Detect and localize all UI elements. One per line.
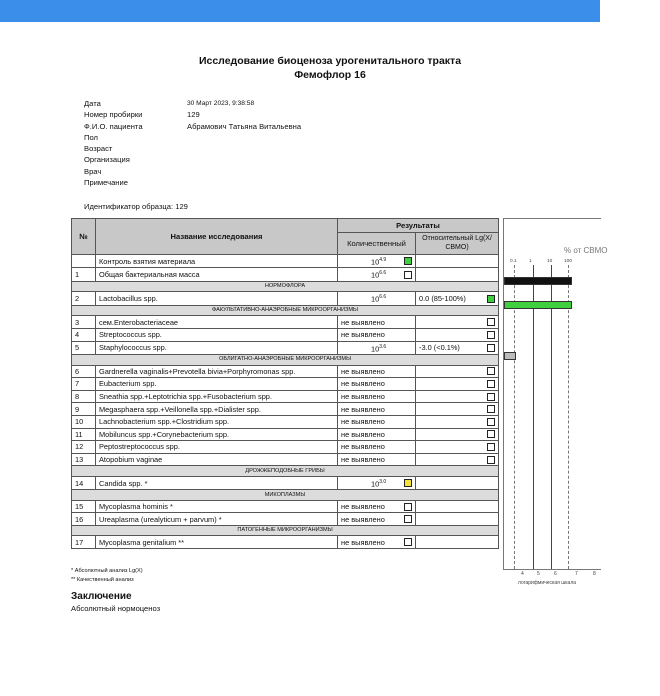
quant-base: 10 bbox=[371, 344, 380, 354]
table-row bbox=[72, 513, 499, 526]
bottom-tick-label: 5 bbox=[537, 571, 540, 577]
row-num: 4 bbox=[72, 329, 96, 342]
grid-line bbox=[551, 265, 552, 569]
meta-value: Абрамович Татьяна Витальевна bbox=[187, 121, 302, 131]
row-num: 11 bbox=[72, 428, 96, 441]
section-title: МИКОПЛАЗМЫ bbox=[72, 490, 499, 501]
footnote-2: ** Качественный анализ bbox=[71, 577, 134, 583]
test-name: Gardnerella vaginalis+Prevotella bivia+Porphyromonas spp. bbox=[96, 365, 338, 378]
table-row bbox=[72, 390, 499, 403]
report-subtitle: Фемофлор 16 bbox=[294, 69, 366, 81]
row-num: 1 bbox=[72, 268, 96, 281]
meta-label: Номер пробирки bbox=[84, 110, 143, 120]
test-name: сем.Enterobacteriaceae bbox=[96, 316, 338, 329]
patient-info bbox=[84, 98, 301, 188]
footnote-1: * Абсолютный анализ Lg(X) bbox=[71, 568, 143, 574]
top-bar bbox=[0, 0, 600, 22]
quant-exponent: 6.6 bbox=[379, 294, 387, 301]
result-checkbox-icon bbox=[487, 380, 495, 388]
section-title: ПАТОГЕННЫЕ МИКРООРГАНИЗМЫ bbox=[72, 525, 499, 536]
test-name: Mycoplasma genitalium ** bbox=[96, 536, 338, 549]
test-name: Staphylococcus spp. bbox=[96, 341, 338, 354]
grid-line bbox=[568, 265, 569, 569]
test-name: Ureaplasma (urealyticum + parvum) * bbox=[96, 513, 338, 526]
col-results-header: Результаты bbox=[338, 219, 499, 233]
test-name: Lachnobacterium spp.+Clostridium spp. bbox=[96, 415, 338, 428]
table-row bbox=[72, 536, 499, 549]
row-num: 6 bbox=[72, 365, 96, 378]
meta-label: Примечание bbox=[84, 178, 128, 188]
test-name: Lactobacillus spp. bbox=[96, 292, 338, 305]
row-num: 7 bbox=[72, 378, 96, 391]
quant-value: не выявлено bbox=[341, 514, 385, 524]
section-title: ДРОЖЖЕПОДОБНЫЕ ГРИБЫ bbox=[72, 466, 499, 477]
result-checkbox-icon bbox=[404, 271, 412, 279]
table-row bbox=[72, 378, 499, 391]
quant-exponent: 3.0 bbox=[379, 478, 387, 485]
result-bar bbox=[504, 277, 572, 285]
result-checkbox-icon bbox=[404, 479, 412, 487]
row-num: 2 bbox=[72, 292, 96, 305]
meta-label: Организация bbox=[84, 155, 130, 165]
row-num: 10 bbox=[72, 415, 96, 428]
meta-row bbox=[84, 166, 301, 177]
scale-label: логарифмическая шкала bbox=[518, 580, 577, 586]
table-row bbox=[72, 255, 499, 268]
section-row bbox=[72, 525, 499, 536]
quant-exponent: 4.9 bbox=[379, 257, 387, 263]
quant-value: не выявлено bbox=[341, 537, 385, 547]
result-checkbox-icon bbox=[487, 318, 495, 326]
bottom-tick-label: 7 bbox=[575, 571, 578, 577]
test-name: Sneathia spp.+Leptotrichia spp.+Fusobacterium spp. bbox=[96, 390, 338, 403]
results-body bbox=[72, 255, 499, 549]
quant-exponent: 6.6 bbox=[379, 270, 387, 277]
conclusion-text: Абсолютный нормоценоз bbox=[71, 604, 161, 613]
row-num: 13 bbox=[72, 453, 96, 466]
quant-value: не выявлено bbox=[341, 330, 385, 340]
test-name: Mobiluncus spp.+Corynebacterium spp. bbox=[96, 428, 338, 441]
quant-value: не выявлено bbox=[341, 392, 385, 402]
row-num: 12 bbox=[72, 441, 96, 454]
table-row bbox=[72, 316, 499, 329]
meta-row bbox=[84, 143, 301, 154]
section-row bbox=[72, 305, 499, 316]
test-name: Eubacterium spp. bbox=[96, 378, 338, 391]
result-checkbox-icon bbox=[487, 405, 495, 413]
quant-value: не выявлено bbox=[341, 404, 385, 414]
meta-label: Ф.И.О. пациента bbox=[84, 121, 143, 131]
test-name: Megasphaera spp.+Veillonella spp.+Dialister spp. bbox=[96, 403, 338, 416]
top-tick-label: 1 bbox=[529, 259, 532, 264]
quant-value bbox=[371, 255, 386, 267]
result-bar bbox=[504, 352, 516, 360]
grid-line bbox=[533, 265, 534, 569]
row-num: 5 bbox=[72, 341, 96, 354]
meta-label: Дата bbox=[84, 99, 101, 108]
row-num: 9 bbox=[72, 403, 96, 416]
quant-value: не выявлено bbox=[341, 417, 385, 427]
table-row bbox=[72, 415, 499, 428]
col-num-header: № bbox=[72, 219, 96, 255]
section-row bbox=[72, 281, 499, 292]
bottom-tick-label: 4 bbox=[521, 571, 524, 577]
table-row bbox=[72, 428, 499, 441]
meta-value: 129 bbox=[187, 110, 200, 120]
top-tick-label: 10 bbox=[547, 259, 553, 264]
result-checkbox-icon bbox=[487, 367, 495, 375]
table-row bbox=[72, 441, 499, 454]
table-row bbox=[72, 341, 499, 354]
row-num: 8 bbox=[72, 390, 96, 403]
table-row bbox=[72, 268, 499, 281]
conclusion-heading: Заключение bbox=[71, 591, 132, 602]
meta-row bbox=[84, 132, 301, 143]
table-row bbox=[72, 365, 499, 378]
row-num: 17 bbox=[72, 536, 96, 549]
quant-value bbox=[371, 268, 386, 280]
quant-base: 10 bbox=[371, 270, 380, 280]
log-scale-chart bbox=[503, 218, 608, 570]
report-title: Исследование биоценоза урогенитального тракта bbox=[198, 55, 462, 67]
section-title: НОРМОФЛОРА bbox=[72, 281, 499, 292]
table-row bbox=[72, 292, 499, 305]
row-num: 15 bbox=[72, 500, 96, 513]
table-row bbox=[72, 500, 499, 513]
test-name: Streptococcus spp. bbox=[96, 329, 338, 342]
test-name: Candida spp. * bbox=[96, 476, 338, 489]
test-name: Mycoplasma hominis * bbox=[96, 500, 338, 513]
test-name: Peptostreptococcus spp. bbox=[96, 441, 338, 454]
relative-value: -3.0 (<0.1%) bbox=[419, 343, 460, 353]
meta-label: Врач bbox=[84, 166, 102, 176]
result-checkbox-icon bbox=[487, 295, 495, 303]
bottom-tick-label: 6 bbox=[554, 571, 557, 577]
row-num: 3 bbox=[72, 316, 96, 329]
col-rel-header: Относительный Lg(X/СВМО) bbox=[416, 233, 499, 255]
result-checkbox-icon bbox=[487, 443, 495, 451]
meta-row bbox=[84, 177, 301, 188]
test-name: Atopobium vaginae bbox=[96, 453, 338, 466]
meta-row bbox=[84, 121, 301, 132]
quant-value: не выявлено bbox=[341, 455, 385, 465]
results-table bbox=[71, 218, 499, 549]
section-row bbox=[72, 355, 499, 366]
result-checkbox-icon bbox=[404, 503, 412, 511]
row-num: 14 bbox=[72, 476, 96, 489]
row-num bbox=[72, 255, 96, 268]
test-name: Общая бактериальная масса bbox=[96, 268, 338, 281]
table-row bbox=[72, 329, 499, 342]
meta-label: Возраст bbox=[84, 144, 113, 154]
col-quant-header: Количественный bbox=[338, 233, 416, 255]
section-row bbox=[72, 466, 499, 477]
top-tick-label: 100 bbox=[564, 259, 573, 264]
quant-value: не выявлено bbox=[341, 442, 385, 452]
section-row bbox=[72, 490, 499, 501]
table-row bbox=[72, 403, 499, 416]
test-name: Контроль взятия материала bbox=[96, 255, 338, 268]
row-num: 16 bbox=[72, 513, 96, 526]
relative-value: 0.0 (85-100%) bbox=[419, 294, 466, 304]
quant-exponent: 3.6 bbox=[379, 343, 387, 350]
meta-row bbox=[84, 98, 301, 109]
section-title: ФАКУЛЬТАТИВНО-АНАЭРОБНЫЕ МИКРООРГАНИЗМЫ bbox=[72, 305, 499, 316]
table-row bbox=[72, 453, 499, 466]
result-checkbox-icon bbox=[487, 456, 495, 464]
result-checkbox-icon bbox=[487, 344, 495, 352]
meta-row bbox=[84, 154, 301, 165]
chart-pct-label: % от СВМО bbox=[564, 246, 608, 255]
quant-base: 10 bbox=[371, 479, 380, 489]
quant-value: не выявлено bbox=[341, 502, 385, 512]
col-name-header: Название исследования bbox=[96, 219, 338, 255]
top-tick-label: 0.1 bbox=[510, 259, 517, 264]
quant-value bbox=[371, 342, 386, 354]
section-title: ОБЛИГАТНО-АНАЭРОБНЫЕ МИКРООРГАНИЗМЫ bbox=[72, 355, 499, 366]
meta-value: 30 Март 2023, 9:38:58 bbox=[187, 100, 255, 107]
result-bar bbox=[504, 301, 572, 309]
quant-value: не выявлено bbox=[341, 379, 385, 389]
result-checkbox-icon bbox=[404, 538, 412, 546]
result-checkbox-icon bbox=[487, 331, 495, 339]
grid-line bbox=[514, 265, 515, 569]
bottom-tick-label: 8 bbox=[593, 571, 596, 577]
sample-id: Идентификатор образца: 129 bbox=[84, 202, 188, 211]
quant-value bbox=[371, 477, 386, 489]
result-checkbox-icon bbox=[487, 393, 495, 401]
table-row bbox=[72, 476, 499, 489]
result-checkbox-icon bbox=[404, 257, 412, 265]
quant-base: 10 bbox=[371, 257, 380, 267]
meta-label: Пол bbox=[84, 132, 98, 142]
quant-base: 10 bbox=[371, 294, 380, 304]
result-checkbox-icon bbox=[404, 515, 412, 523]
quant-value: не выявлено bbox=[341, 429, 385, 439]
result-checkbox-icon bbox=[487, 418, 495, 426]
quant-value: не выявлено bbox=[341, 366, 385, 376]
quant-value bbox=[371, 292, 386, 304]
quant-value: не выявлено bbox=[341, 317, 385, 327]
result-checkbox-icon bbox=[487, 430, 495, 438]
meta-row bbox=[84, 109, 301, 120]
